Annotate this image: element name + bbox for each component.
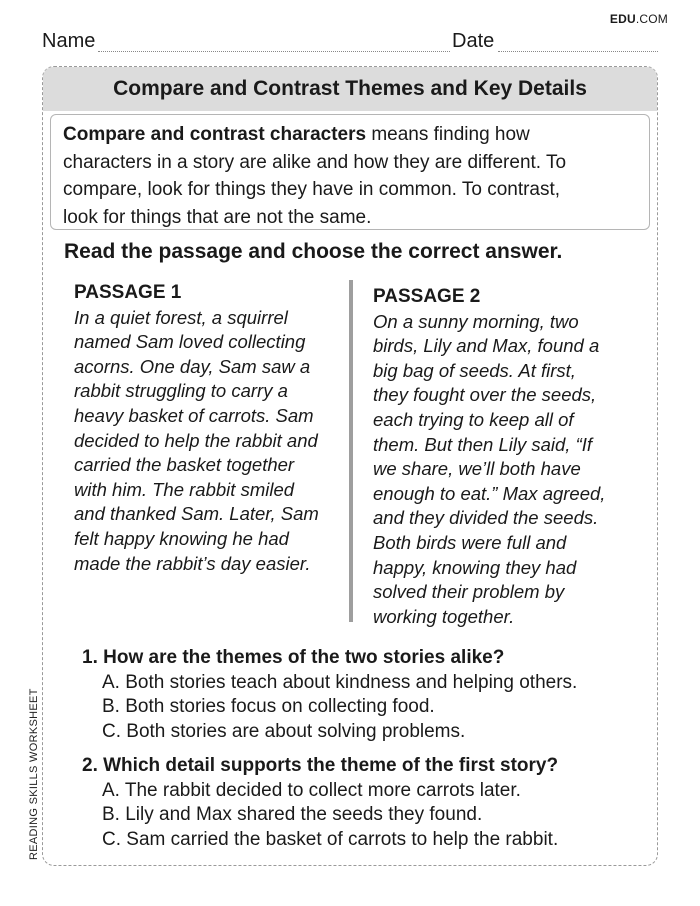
passage-line: In a quiet forest, a squirrel [74, 306, 288, 328]
definition-line-4: look for things that are not the same. [63, 206, 372, 228]
answer-option[interactable]: B. Both stories focus on collecting food. [102, 696, 435, 717]
passage-line: each trying to keep all of [373, 408, 574, 430]
passage-line: with him. The rabbit smiled [74, 478, 295, 500]
passage-line: named Sam loved collecting [74, 331, 306, 353]
passage-line: birds, Lily and Max, found a [373, 335, 600, 357]
question-text: 1. How are the themes of the two stories alike? [82, 647, 505, 668]
instruction-text: Read the passage and choose the correct answer. [64, 240, 563, 263]
passage-1 [74, 281, 319, 576]
definition-term: Compare and contrast characters [63, 124, 367, 145]
answer-option[interactable]: C. Sam carried the basket of carrots to help the rabbit. [102, 828, 559, 850]
name-label: Name [42, 30, 96, 52]
passage-line: On a sunny morning, two [373, 310, 579, 332]
answer-option[interactable]: A. The rabbit decided to collect more carrots later. [102, 779, 521, 801]
passage-line: made the rabbit’s day easier. [74, 552, 311, 574]
passage-line: they fought over the seeds, [373, 384, 597, 406]
passage-line: we share, we’ll both have [373, 458, 581, 480]
answer-option[interactable]: B. Lily and Max shared the seeds they found. [102, 804, 483, 825]
answer-option[interactable]: A. Both stories teach about kindness and helping others. [102, 671, 578, 693]
date-line [498, 51, 658, 52]
passage-line: acorns. One day, Sam saw a [74, 355, 311, 377]
worksheet-title: Compare and Contrast Themes and Key Details [43, 67, 657, 111]
passage-line: solved their problem by [373, 581, 565, 603]
passage-line: them. But then Lily said, “If [373, 433, 593, 455]
passage-line: carried the basket together [74, 454, 295, 476]
passage-line: and they divided the seeds. [373, 507, 599, 529]
definition-line-1: Compare and contrast characters means finding how [63, 124, 530, 145]
passage-line: Both birds were full and [373, 531, 567, 553]
answer-option[interactable]: C. Both stories are about solving problems. [102, 720, 466, 742]
passage-line: heavy basket of carrots. Sam [74, 404, 314, 426]
passage-title: PASSAGE 2 [373, 286, 481, 307]
definition-box [50, 114, 650, 230]
passage-2 [373, 285, 605, 629]
definition-line-2: characters in a story are alike and how they are different. To [63, 151, 567, 173]
date-label: Date [452, 30, 495, 52]
name-date-row [42, 30, 658, 54]
question-2 [82, 754, 558, 852]
passage-line: decided to help the rabbit and [74, 429, 318, 451]
passage-line: felt happy knowing he had [74, 527, 289, 549]
side-label: READING SKILLS WORKSHEET [28, 688, 40, 860]
question-1 [82, 646, 577, 744]
passage-divider [349, 280, 353, 622]
definition-line-3: compare, look for things they have in common. To contrast, [63, 179, 561, 200]
passage-line: and thanked Sam. Later, Sam [74, 503, 319, 525]
passage-line: happy, knowing they had [373, 556, 577, 578]
passage-line: rabbit struggling to carry a [74, 380, 288, 402]
passage-line: working together. [373, 605, 515, 627]
brand-logo: EDU.COM [609, 12, 668, 26]
passage-title: PASSAGE 1 [74, 282, 182, 303]
question-text: 2. Which detail supports the theme of the first story? [82, 755, 559, 776]
passage-line: big bag of seeds. At first, [373, 359, 576, 381]
passage-line: enough to eat.” Max agreed, [373, 482, 606, 504]
name-line [98, 51, 450, 52]
